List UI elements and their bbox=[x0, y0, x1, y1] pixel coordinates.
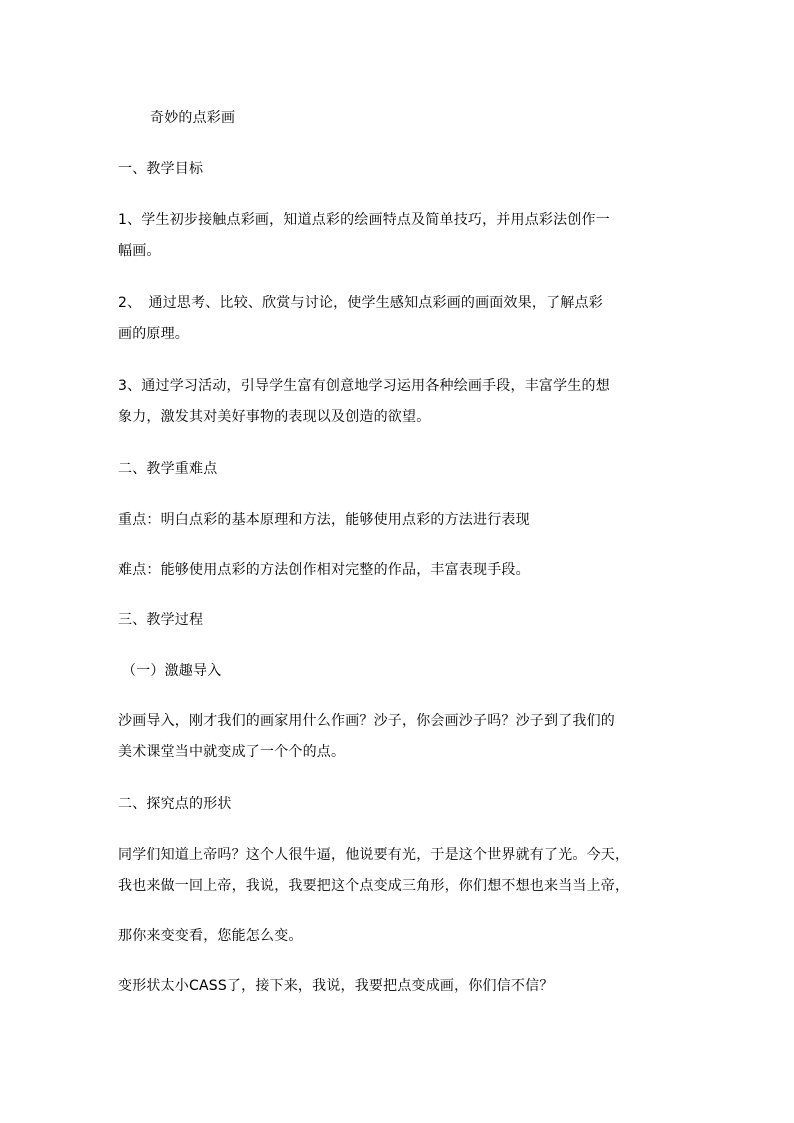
explore-line-1: 同学们知道上帝吗？这个人很牛逼，他说要有光，于是这个世界就有了光。今天， bbox=[118, 847, 630, 863]
step-2-heading: 二、探究点的形状 bbox=[118, 796, 232, 812]
document-title: 奇妙的点彩画 bbox=[150, 110, 236, 126]
explore-line-4: 变形状太小CASS了，接下来，我说，我要把点变成画，你们信不信？ bbox=[118, 978, 554, 994]
intro-line-2: 美术课堂当中就变成了一个个的点。 bbox=[118, 744, 346, 760]
explore-line-2: 我也来做一回上帝，我说，我要把这个点变成三角形，你们想不想也来当当上帝， bbox=[118, 878, 630, 894]
section-heading-objectives: 一、教学目标 bbox=[118, 161, 204, 177]
objective-1-line-1: 1、学生初步接触点彩画，知道点彩的绘画特点及简单技巧，并用点彩法创作一 bbox=[118, 212, 610, 228]
explore-line-3: 那你来变变看，您能怎么变。 bbox=[118, 928, 303, 944]
section-heading-process: 三、教学过程 bbox=[118, 612, 204, 628]
intro-line-1: 沙画导入，刚才我们的画家用什么作画？沙子，你会画沙子吗？沙子到了我们的 bbox=[118, 713, 615, 729]
key-point: 重点：明白点彩的基本原理和方法，能够使用点彩的方法进行表现 bbox=[118, 512, 530, 528]
objective-3-line-2: 象力，激发其对美好事物的表现以及创造的欲望。 bbox=[118, 409, 431, 425]
section-heading-key-points: 二、教学重难点 bbox=[118, 461, 218, 477]
difficult-point: 难点：能够使用点彩的方法创作相对完整的作品，丰富表现手段。 bbox=[118, 562, 530, 578]
step-1-heading: （一）激趣导入 bbox=[122, 663, 222, 679]
objective-2-line-2: 画的原理。 bbox=[118, 326, 189, 342]
objective-3-line-1: 3、通过学习活动，引导学生富有创意地学习运用各种绘画手段，丰富学生的想 bbox=[118, 378, 610, 394]
objective-1-line-2: 幅画。 bbox=[118, 243, 161, 259]
objective-2-line-1: 2、 通过思考、比较、欣赏与讨论，使学生感知点彩画的画面效果，了解点彩 bbox=[118, 295, 603, 311]
